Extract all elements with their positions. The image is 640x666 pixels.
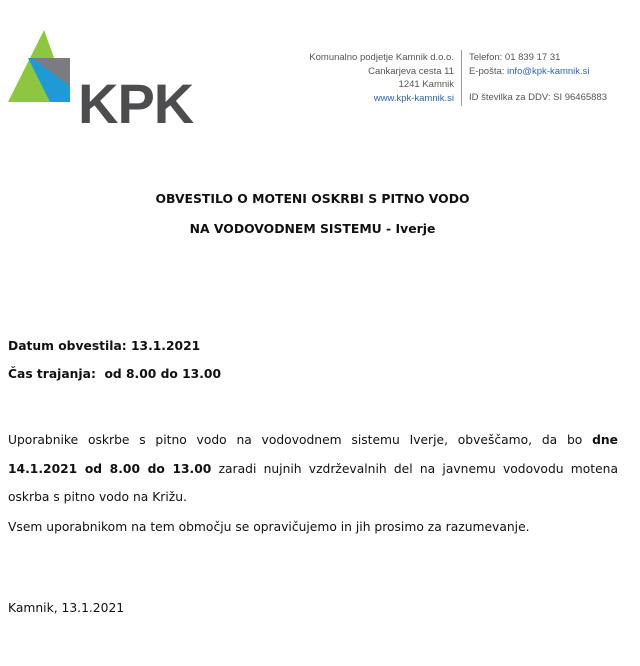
company-city: 1241 Kamnik: [398, 79, 454, 90]
signature-place-date: Kamnik, 13.1.2021: [8, 601, 125, 615]
body-line-3: oskrba s pitno vodo na Križu.: [8, 490, 187, 504]
email-link[interactable]: info@kpk-kamnik.si: [507, 65, 590, 77]
body-bold-dne: dne: [592, 433, 618, 447]
company-phone: Telefon: 01 839 17 31: [469, 52, 561, 63]
logo-text: KPK: [78, 72, 194, 135]
duration-value: od 8.00 do 13.00: [104, 367, 222, 381]
header-divider: [461, 50, 462, 106]
vat-number: ID številka za DDV: SI 96465883: [469, 92, 607, 103]
duration-label: Čas trajanja:: [8, 367, 96, 381]
company-street: Cankarjeva cesta 11: [368, 65, 454, 77]
notice-title-line2: NA VODOVODNEM SISTEMU - Iverje: [189, 221, 436, 236]
company-name: Komunalno podjetje Kamnik d.o.o.: [309, 52, 454, 63]
notice-body: [8, 426, 618, 542]
company-website-link[interactable]: www.kpk-kamnik.si: [373, 92, 454, 104]
body-line-4: Vsem uporabnikom na tem območju se opravičujemo in jih prosimo za razumevanje.: [8, 519, 530, 534]
body-bold-date-time: 14.1.2021 od 8.00 do 13.00: [8, 461, 212, 476]
company-contact: [469, 51, 639, 105]
company-address: [264, 51, 454, 105]
body-line-2: [8, 455, 618, 484]
kpk-logo-mark-icon: [8, 30, 78, 106]
notice-date: Datum obvestila: 13.1.2021: [8, 339, 201, 353]
body-line-1: [8, 426, 618, 455]
body-text-1: Uporabnike oskrbe s pitno vodo na vodovodnem sistemu Iverje, obveščamo, da bo: [8, 433, 583, 447]
email-label: E-pošta:: [469, 65, 508, 77]
company-logo: [8, 30, 198, 135]
notice-duration: [8, 367, 221, 381]
notice-title-line1: OBVESTILO O MOTENI OSKRBI S PITNO VODO: [155, 191, 470, 206]
body-text-2: zaradi nujnih vzdrževalnih del na javnemu vodovodu motena: [218, 461, 618, 476]
